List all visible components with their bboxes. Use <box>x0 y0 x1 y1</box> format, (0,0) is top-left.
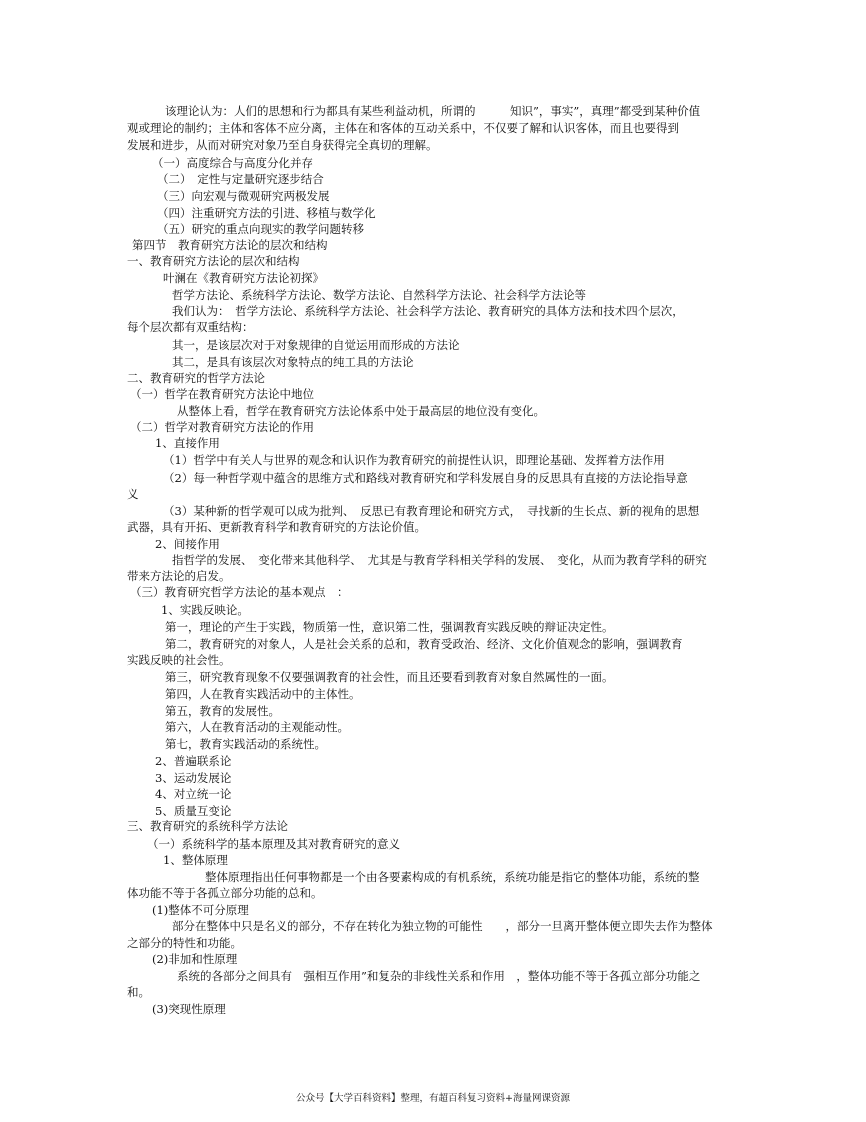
text-line: 系统的各部分之间具有 强相互作用”和复杂的非线性关系和作用 ，整体功能不等于各孤立部分功能之 <box>177 969 701 983</box>
text-line: (3)突现性原理 <box>152 1002 226 1016</box>
text-line: 第六，人在教育活动的主观能动性。 <box>165 720 349 734</box>
text-line: 体功能不等于各孤立部分功能的总和。 <box>127 886 323 900</box>
text-line: （三）向宏观与微观研究两极发展 <box>157 189 330 203</box>
text-line: 实践反映的社会性。 <box>127 653 231 667</box>
text-line: （二） 定性与定量研究逐步结合 <box>157 172 324 186</box>
text-line: 武器，具有开拓、更新教育科学和教育研究的方法论价值。 <box>127 520 426 534</box>
text-line: 4、对立统一论 <box>155 787 232 801</box>
text-line: 一、教育研究方法论的层次和结构 <box>127 254 300 268</box>
text-line: (2)非加和性原理 <box>152 952 238 966</box>
text-line: 观或理论的制约；主体和客体不应分离，主体在和客体的互动关系中，不仅要了解和认识客体，而且也要得到 <box>127 121 679 135</box>
text-line: （一）哲学在教育研究方法论中地位 <box>130 387 314 401</box>
text-line: 2、普遍联系论 <box>155 754 232 768</box>
text-line: （2）每一种哲学观中蕴含的思维方式和路线对教育研究和学科发展自身的反思具有直接的方法论指导意 <box>163 471 688 485</box>
text-line: 第七，教育实践活动的系统性。 <box>165 737 326 751</box>
text-line: 从整体上看，哲学在教育研究方法论体系中处于最高层的地位没有变化。 <box>177 404 545 418</box>
text-line: 指哲学的发展、 变化带来其他科学、 尤其是与教育学科相关学科的发展、 变化，从而为教育学科的研究 <box>172 553 707 567</box>
text-line: （四）注重研究方法的引进、移植与数学化 <box>157 206 376 220</box>
text-line: 其一，是该层次对于对象规律的自觉运用而形成的方法论 <box>172 338 460 352</box>
text-line: 叶澜在《教育研究方法论初探》 <box>163 271 324 285</box>
text-line: 我们认为： 哲学方法论、系统科学方法论、社会科学方法论、教育研究的具体方法和技术四个层次， <box>172 304 684 318</box>
text-line: 之部分的特性和功能。 <box>127 936 242 950</box>
text-line: 1、实践反映论。 <box>161 603 249 617</box>
text-line: 第二，教育研究的对象人，人是社会关系的总和，教育受政治、经济、文化价值观念的影响，强调教育 <box>165 637 683 651</box>
text-line: 第四，人在教育实践活动中的主体性。 <box>165 687 361 701</box>
text-line: 该理论认为：人们的思想和行为都具有某些利益动机，所谓的 知识”，事实”，真理”都受到某种价值 <box>165 104 701 118</box>
text-line: 部分在整体中只是名义的部分，不存在转化为独立物的可能性 ，部分一旦离开整体便立即失去作为整体 <box>172 919 713 933</box>
text-line: 其二，是具有该层次对象特点的纯工具的方法论 <box>172 355 414 369</box>
text-line: 整体原理指出任何事物都是一个由各要素构成的有机系统，系统功能是指它的整体功能，系统的整 <box>205 870 700 884</box>
text-line: 2、间接作用 <box>155 537 220 551</box>
text-line: 第五，教育的发展性。 <box>165 704 280 718</box>
text-line: 二、教育研究的哲学方法论 <box>127 371 265 385</box>
page-footer: 公众号【大学百科资料】整理，有超百科复习资料+海量网课资源 <box>296 1093 570 1104</box>
text-line: （3）某种新的哲学观可以成为批判、 反思已有教育理论和研究方式， 寻找新的生长点、新的视角的思想 <box>163 504 700 518</box>
text-line: 1、整体原理 <box>163 853 228 867</box>
text-line: 1、直接作用 <box>155 436 220 450</box>
text-line: 和。 <box>127 985 150 999</box>
text-line: 第一，理论的产生于实践，物质第一性，意识第二性，强调教育实践反映的辩证决定性。 <box>165 620 614 634</box>
text-line: 义 <box>127 487 139 501</box>
text-line: （一）高度综合与高度分化并存 <box>152 156 313 170</box>
text-line: 5、质量互变论 <box>155 804 232 818</box>
text-line: 第三，研究教育现象不仅要强调教育的社会性，而且还要看到教育对象自然属性的一面。 <box>165 670 614 684</box>
text-line: (1)整体不可分原理 <box>152 903 249 917</box>
text-line: 3、运动发展论 <box>155 771 232 785</box>
text-line: （一）系统科学的基本原理及其对教育研究的意义 <box>147 837 400 851</box>
text-line: （三）教育研究哲学方法论的基本观点 ： <box>130 585 349 599</box>
text-line: （五）研究的重点向现实的教学问题转移 <box>157 222 364 236</box>
text-line: 发展和进步，从而对研究对象乃至自身获得完全真切的理解。 <box>127 138 438 152</box>
text-line: 第四节 教育研究方法论的层次和结构 <box>132 238 328 252</box>
text-line: （1）哲学中有关人与世界的观念和认识作为教育研究的前提性认识，即理论基础、发挥着方法作用 <box>163 453 665 467</box>
text-line: 哲学方法论、系统科学方法论、数学方法论、自然科学方法论、社会科学方法论等 <box>172 288 586 302</box>
text-line: 带来方法论的启发。 <box>127 569 231 583</box>
text-line: 三、教育研究的系统科学方法论 <box>127 819 288 833</box>
text-line: 每个层次都有双重结构： <box>127 320 254 334</box>
text-line: （二）哲学对教育研究方法论的作用 <box>130 420 314 434</box>
